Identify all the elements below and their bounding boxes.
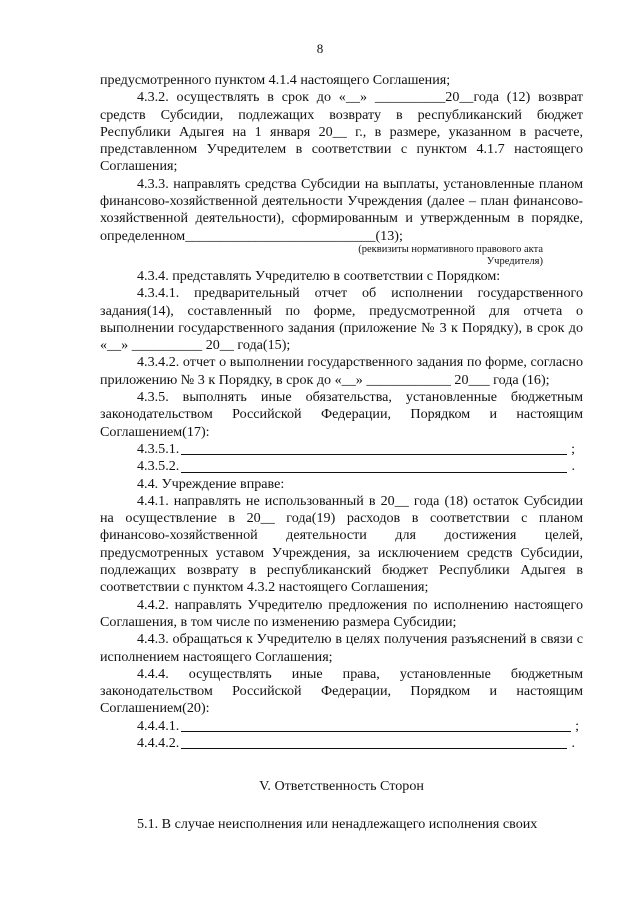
blank-rule: [181, 730, 571, 732]
paragraph-continuation: предусмотренного пунктом 4.1.4 настоящего Соглашения;: [100, 72, 451, 88]
paragraph-4-4-4: 4.4.4. осуществлять иные права, установленные бюджетным законодательством Российской Федерации, Порядком и настоящим Соглашением(20):: [100, 665, 583, 717]
paragraph-4-4-3: 4.4.3. обращаться к Учредителю в целях получения разъяснений в связи с исполнением настоящего Соглашения;: [100, 631, 583, 665]
fill-line-end: .: [571, 458, 575, 475]
footnote-caption-line-1: (реквизиты нормативного правового акта: [358, 243, 543, 255]
fill-line-4-4-4-2: [100, 735, 583, 752]
fill-line-4-4-4-1: [100, 718, 583, 735]
footnote-caption: [100, 244, 583, 268]
paragraph-4-4-1: 4.4.1. направлять не использованный в 20__ года (18) остаток Субсидии на осуществление в 20__ года(19) расходов в соответствии с планом финансово-хозяйственной деятельности для достижения целей, предусмотренных уставом Учреждения, за исключением средств Субсидии, подлежащих возврату в республиканский бюджет Республики Адыгея в соответствии с пунктом 4.3.2 настоящего Соглашения;: [100, 492, 583, 596]
page-number: 8: [316, 41, 324, 56]
fill-line-label: 4.3.5.2.: [137, 458, 180, 475]
section-heading: V. Ответственность Сторон: [259, 778, 424, 795]
paragraph-4-3-4: 4.3.4. представлять Учредителю в соответствии с Порядком:: [137, 267, 501, 284]
paragraph-4-3-2: 4.3.2. осуществлять в срок до «__» __________20__года (12) возврат средств Субсидии, подлежащих возврату в республиканский бюджет Республики Адыгея на 1 января 20__ г., в размере, указанном в расчете, представленном Учредителем в соответствии с пунктом 4.1.7 настоящего Соглашения;: [100, 89, 583, 175]
paragraph-4-3-4-2: 4.3.4.2. отчет о выполнении государственного задания по форме, согласно приложению № 3 к Порядку, в срок до «__» ____________ 20___ года (16);: [100, 354, 583, 388]
fill-line-end: .: [571, 734, 575, 751]
paragraph-4-4: 4.4. Учреждение вправе:: [137, 475, 285, 492]
fill-line-label: 4.4.4.2.: [137, 734, 180, 751]
fill-line-label: 4.3.5.1.: [137, 440, 180, 457]
fill-line-4-3-5-1: [100, 441, 583, 458]
fill-line-label: 4.4.4.1.: [137, 717, 180, 734]
fill-line-4-3-5-2: [100, 458, 583, 475]
paragraph-4-3-4-1: 4.3.4.1. предварительный отчет об исполнении государственного задания(14), составленный по форме, предусмотренной для отчета о выполнении государственного задания (приложение № 3 к Порядку), в срок до «__» __________ 20__ года(15);: [100, 285, 583, 354]
paragraph-4-3-3: 4.3.3. направлять средства Субсидии на выплаты, установленные планом финансово-хозяйственной деятельности Учреждения (далее – план финансово-хозяйственной деятельности), сформированным и утвержденным в порядке, определенном___________________________(13);: [100, 175, 583, 244]
blank-rule: [181, 747, 567, 749]
blank-rule: [181, 471, 567, 473]
document-body: [100, 72, 583, 833]
paragraph-4-4-2: 4.4.2. направлять Учредителю предложения по исполнению настоящего Соглашения, в том числе по изменению размера Субсидии;: [100, 596, 583, 630]
footnote-caption-line-2: Учредителя): [486, 255, 543, 267]
fill-line-end: ;: [575, 717, 579, 734]
blank-rule: [181, 453, 567, 455]
paragraph-5-1: 5.1. В случае неисполнения или ненадлежащего исполнения своих: [137, 815, 538, 832]
paragraph-4-3-5: 4.3.5. выполнять иные обязательства, установленные бюджетным законодательством Российской Федерации, Порядком и настоящим Соглашением(17):: [100, 389, 583, 440]
fill-line-end: ;: [571, 440, 575, 457]
